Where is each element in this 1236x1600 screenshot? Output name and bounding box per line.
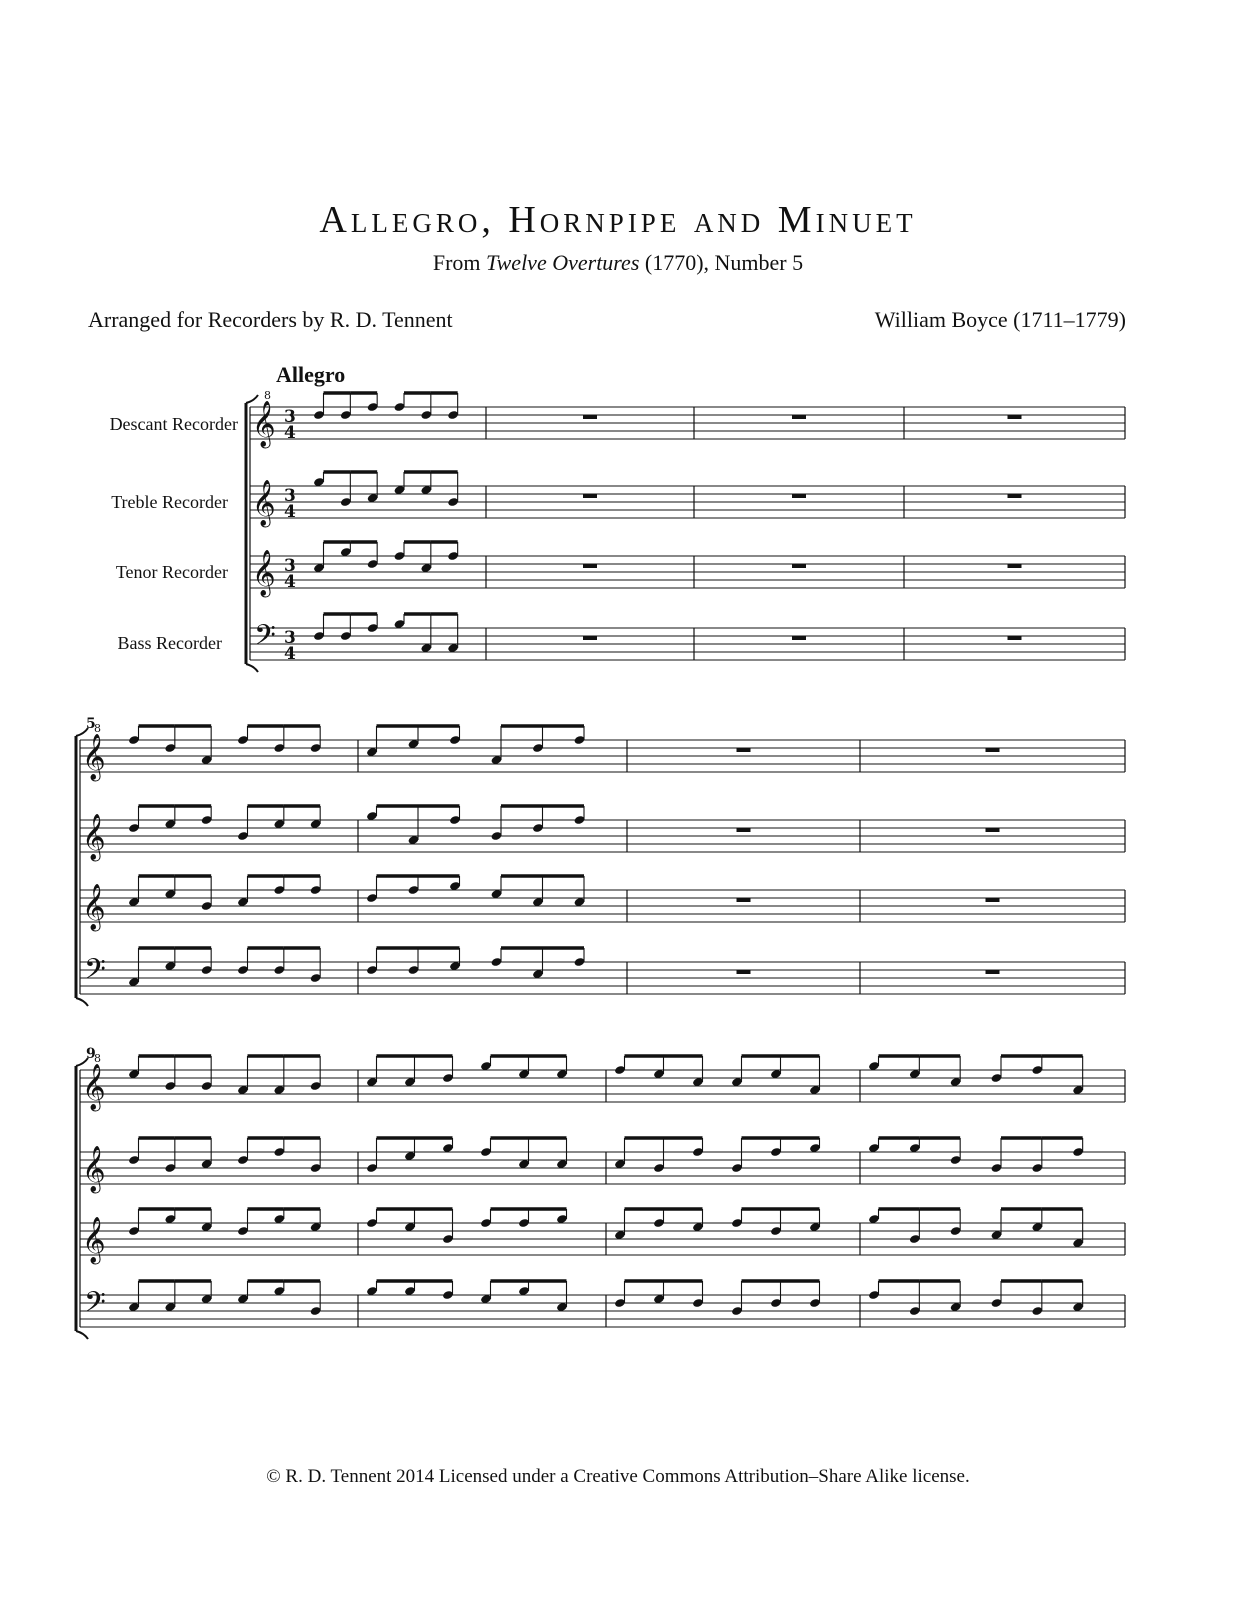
subtitle-prefix: From (432, 250, 487, 275)
treble-clef-icon: 𝄞 (82, 1146, 106, 1192)
treble-clef-icon: 𝄞 (82, 1217, 106, 1263)
time-signature-bottom: 4 (284, 502, 296, 522)
subtitle-work: Twelve Overtures (486, 250, 640, 275)
octave-mark: 8 (264, 389, 271, 402)
whole-rest (583, 415, 597, 419)
whole-rest (737, 970, 751, 974)
time-signature-bottom: 4 (284, 644, 296, 664)
whole-rest (1008, 415, 1022, 419)
instrument-label-descant: Descant Recorder (109, 414, 238, 434)
whole-rest (1008, 494, 1022, 498)
whole-rest (737, 898, 751, 902)
whole-rest (986, 748, 1000, 752)
composer-credit: William Boyce (1711–1779) (874, 307, 1126, 332)
score-layer (76, 389, 1125, 1339)
treble-clef-icon: 𝄞 (82, 1064, 106, 1110)
instrument-label-treble: Treble Recorder (111, 492, 228, 512)
bracket-bottom-hook (76, 1331, 88, 1339)
measure-number: 9 (86, 1046, 96, 1062)
arranger-credit: Arranged for Recorders by R. D. Tennent (88, 307, 453, 332)
time-signature-bottom: 4 (284, 572, 296, 592)
whole-rest (792, 564, 806, 568)
whole-rest (986, 970, 1000, 974)
treble-clef-icon: 𝄞 (82, 814, 106, 860)
bass-clef-icon: 𝄢 (84, 953, 106, 993)
tempo-marking: Allegro (276, 362, 346, 387)
time-signature-top: 3 (284, 486, 296, 506)
whole-rest (1008, 564, 1022, 568)
bracket-bottom-hook (246, 664, 258, 672)
whole-rest (986, 828, 1000, 832)
time-signature-top: 3 (284, 407, 296, 427)
instrument-label-tenor: Tenor Recorder (115, 562, 228, 582)
whole-rest (986, 898, 1000, 902)
treble-clef-icon: 𝄞 (252, 480, 276, 526)
treble-clef-icon: 𝄞 (252, 401, 276, 447)
bracket-bottom-hook (76, 998, 88, 1006)
whole-rest (792, 636, 806, 640)
whole-rest (583, 636, 597, 640)
whole-rest (792, 494, 806, 498)
whole-rest (737, 828, 751, 832)
whole-rest (1008, 636, 1022, 640)
time-signature-top: 3 (284, 556, 296, 576)
treble-clef-icon: 𝄞 (252, 550, 276, 596)
whole-rest (737, 748, 751, 752)
copyright-footer: © R. D. Tennent 2014 Licensed under a Creative Commons Attribution–Share Alike license. (266, 1466, 970, 1487)
piece-title: Allegro, Hornpipe and Minuet (319, 199, 917, 241)
bass-clef-icon: 𝄢 (84, 1286, 106, 1326)
octave-mark: 8 (94, 722, 101, 735)
instrument-label-bass: Bass Recorder (117, 633, 222, 653)
whole-rest (583, 564, 597, 568)
octave-mark: 8 (94, 1052, 101, 1065)
treble-clef-icon: 𝄞 (82, 884, 106, 930)
whole-rest (583, 494, 597, 498)
time-signature-top: 3 (284, 628, 296, 648)
treble-clef-icon: 𝄞 (82, 734, 106, 780)
time-signature-bottom: 4 (284, 423, 296, 443)
subtitle-suffix: (1770), Number 5 (639, 250, 804, 275)
whole-rest (792, 415, 806, 419)
bass-clef-icon: 𝄢 (254, 619, 276, 659)
measure-number: 5 (86, 716, 96, 732)
